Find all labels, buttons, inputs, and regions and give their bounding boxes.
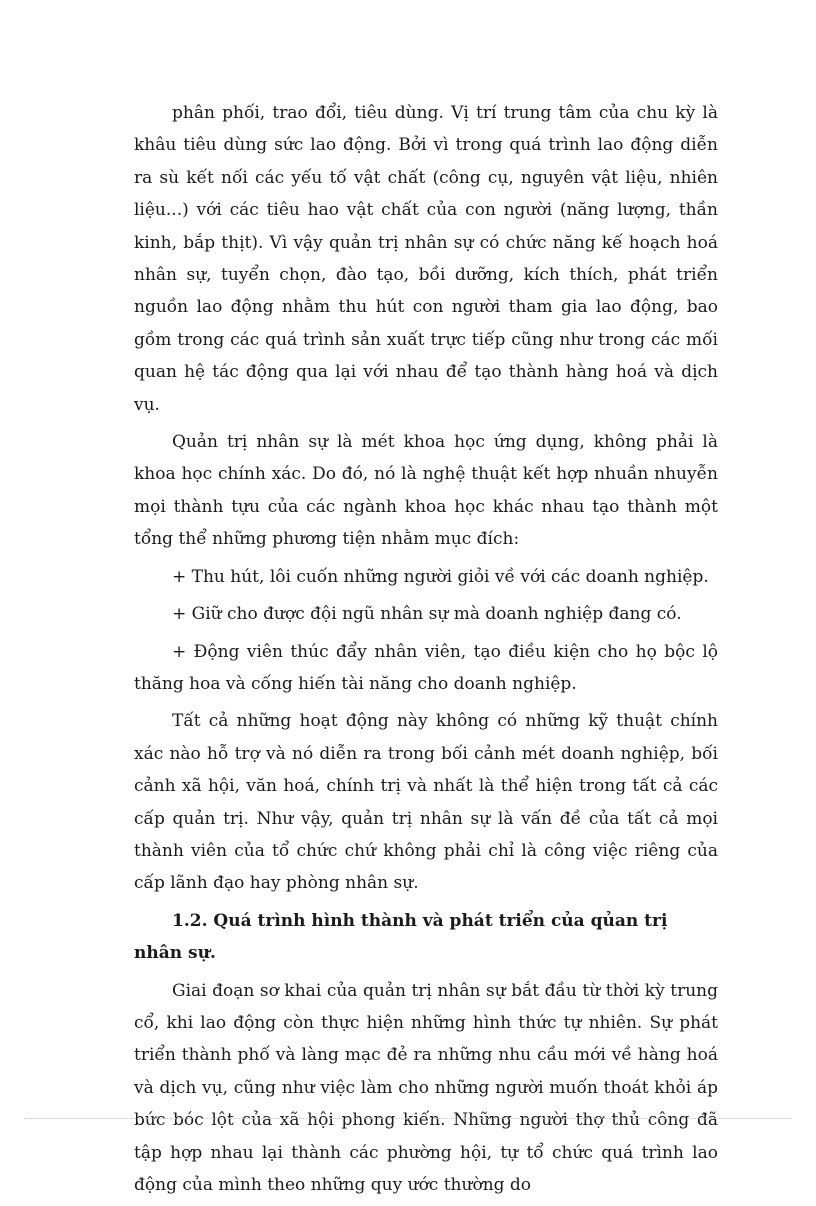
section-heading-1-2: 1.2. Quá trình hình thành và phát triển của qủan trị nhân sự. bbox=[134, 910, 668, 964]
list-item-motivate-employees: + Động viên thúc đẩy nhân viên, tạo điều kiện cho họ bộc lộ thăng hoa và cống hiến tài năng cho doanh nghiệp. bbox=[134, 641, 718, 694]
paragraph-applied-science: Quản trị nhân sự là mét khoa học ứng dụng, không phải là khoa học chính xác. Do đó, nó là nghệ thuật kết hợp nhuần nhuyễn mọi thành tựu của các ngành khoa học khác nhau tạo thành một tổng thể những phương tiện nhằm mục đích: bbox=[134, 432, 718, 550]
document-body bbox=[134, 97, 718, 1206]
page-bottom-divider bbox=[24, 1118, 792, 1119]
paragraph-all-levels: Tất cả những hoạt động này không có những kỹ thuật chính xác nào hỗ trợ và nó diễn ra trong bối cảnh mét doanh nghiệp, bối cảnh xã hội, văn hoá, chính trị và nhất là thể hiện trong tất cả các cấp quản trị. Như vậy, quản trị nhân sự là vấn đề của tất cả mọi thành viên của tổ chức chứ không phải chỉ là công việc riêng của cấp lãnh đạo hay phòng nhân sự. bbox=[134, 711, 718, 894]
list-item-retain-staff: + Giữ cho được đội ngũ nhân sự mà doanh nghiệp đang có. bbox=[172, 604, 682, 625]
list-item-attract-talent: + Thu hút, lôi cuốn những người giỏi về với các doanh nghiệp. bbox=[172, 566, 709, 587]
paragraph-early-stage: Giai đoạn sơ khai của quản trị nhân sự bắt đầu từ thời kỳ trung cổ, khi lao động còn thực hiện những hình thức tự nhiên. Sự phát triển thành phố và làng mạc đẻ ra những nhu cầu mới về hàng hoá và dịch vụ, cũng như việc làm cho những người muốn thoát khỏi áp bức bóc lột của xã hội phong kiến. Những người thợ thủ công đã tập hợp nhau lại thành các phường hội, tự tổ chức quá trình lao động của mình theo những quy ước thường do bbox=[134, 980, 718, 1195]
paragraph-labor-cycle: phân phối, trao đổi, tiêu dùng. Vị trí trung tâm của chu kỳ là khâu tiêu dùng sức lao động. Bởi vì trong quá trình lao động diễn ra sù kết nối các yếu tố vật chất (công cụ, nguyên vật liệu, nhiên liệu...) với các tiêu hao vật chất của con người (năng lượng, thần kinh, bắp thịt). Vì vậy quản trị nhân sự có chức năng kế hoạch hoá nhân sự, tuyển chọn, đào tạo, bồi dưỡng, kích thích, phát triển nguồn lao động nhằm thu hút con người tham gia lao động, bao gồm trong các quá trình sản xuất trực tiếp cũng như trong các mối quan hệ tác động qua lại với nhau để tạo thành hàng hoá và dịch vụ. bbox=[134, 103, 718, 415]
